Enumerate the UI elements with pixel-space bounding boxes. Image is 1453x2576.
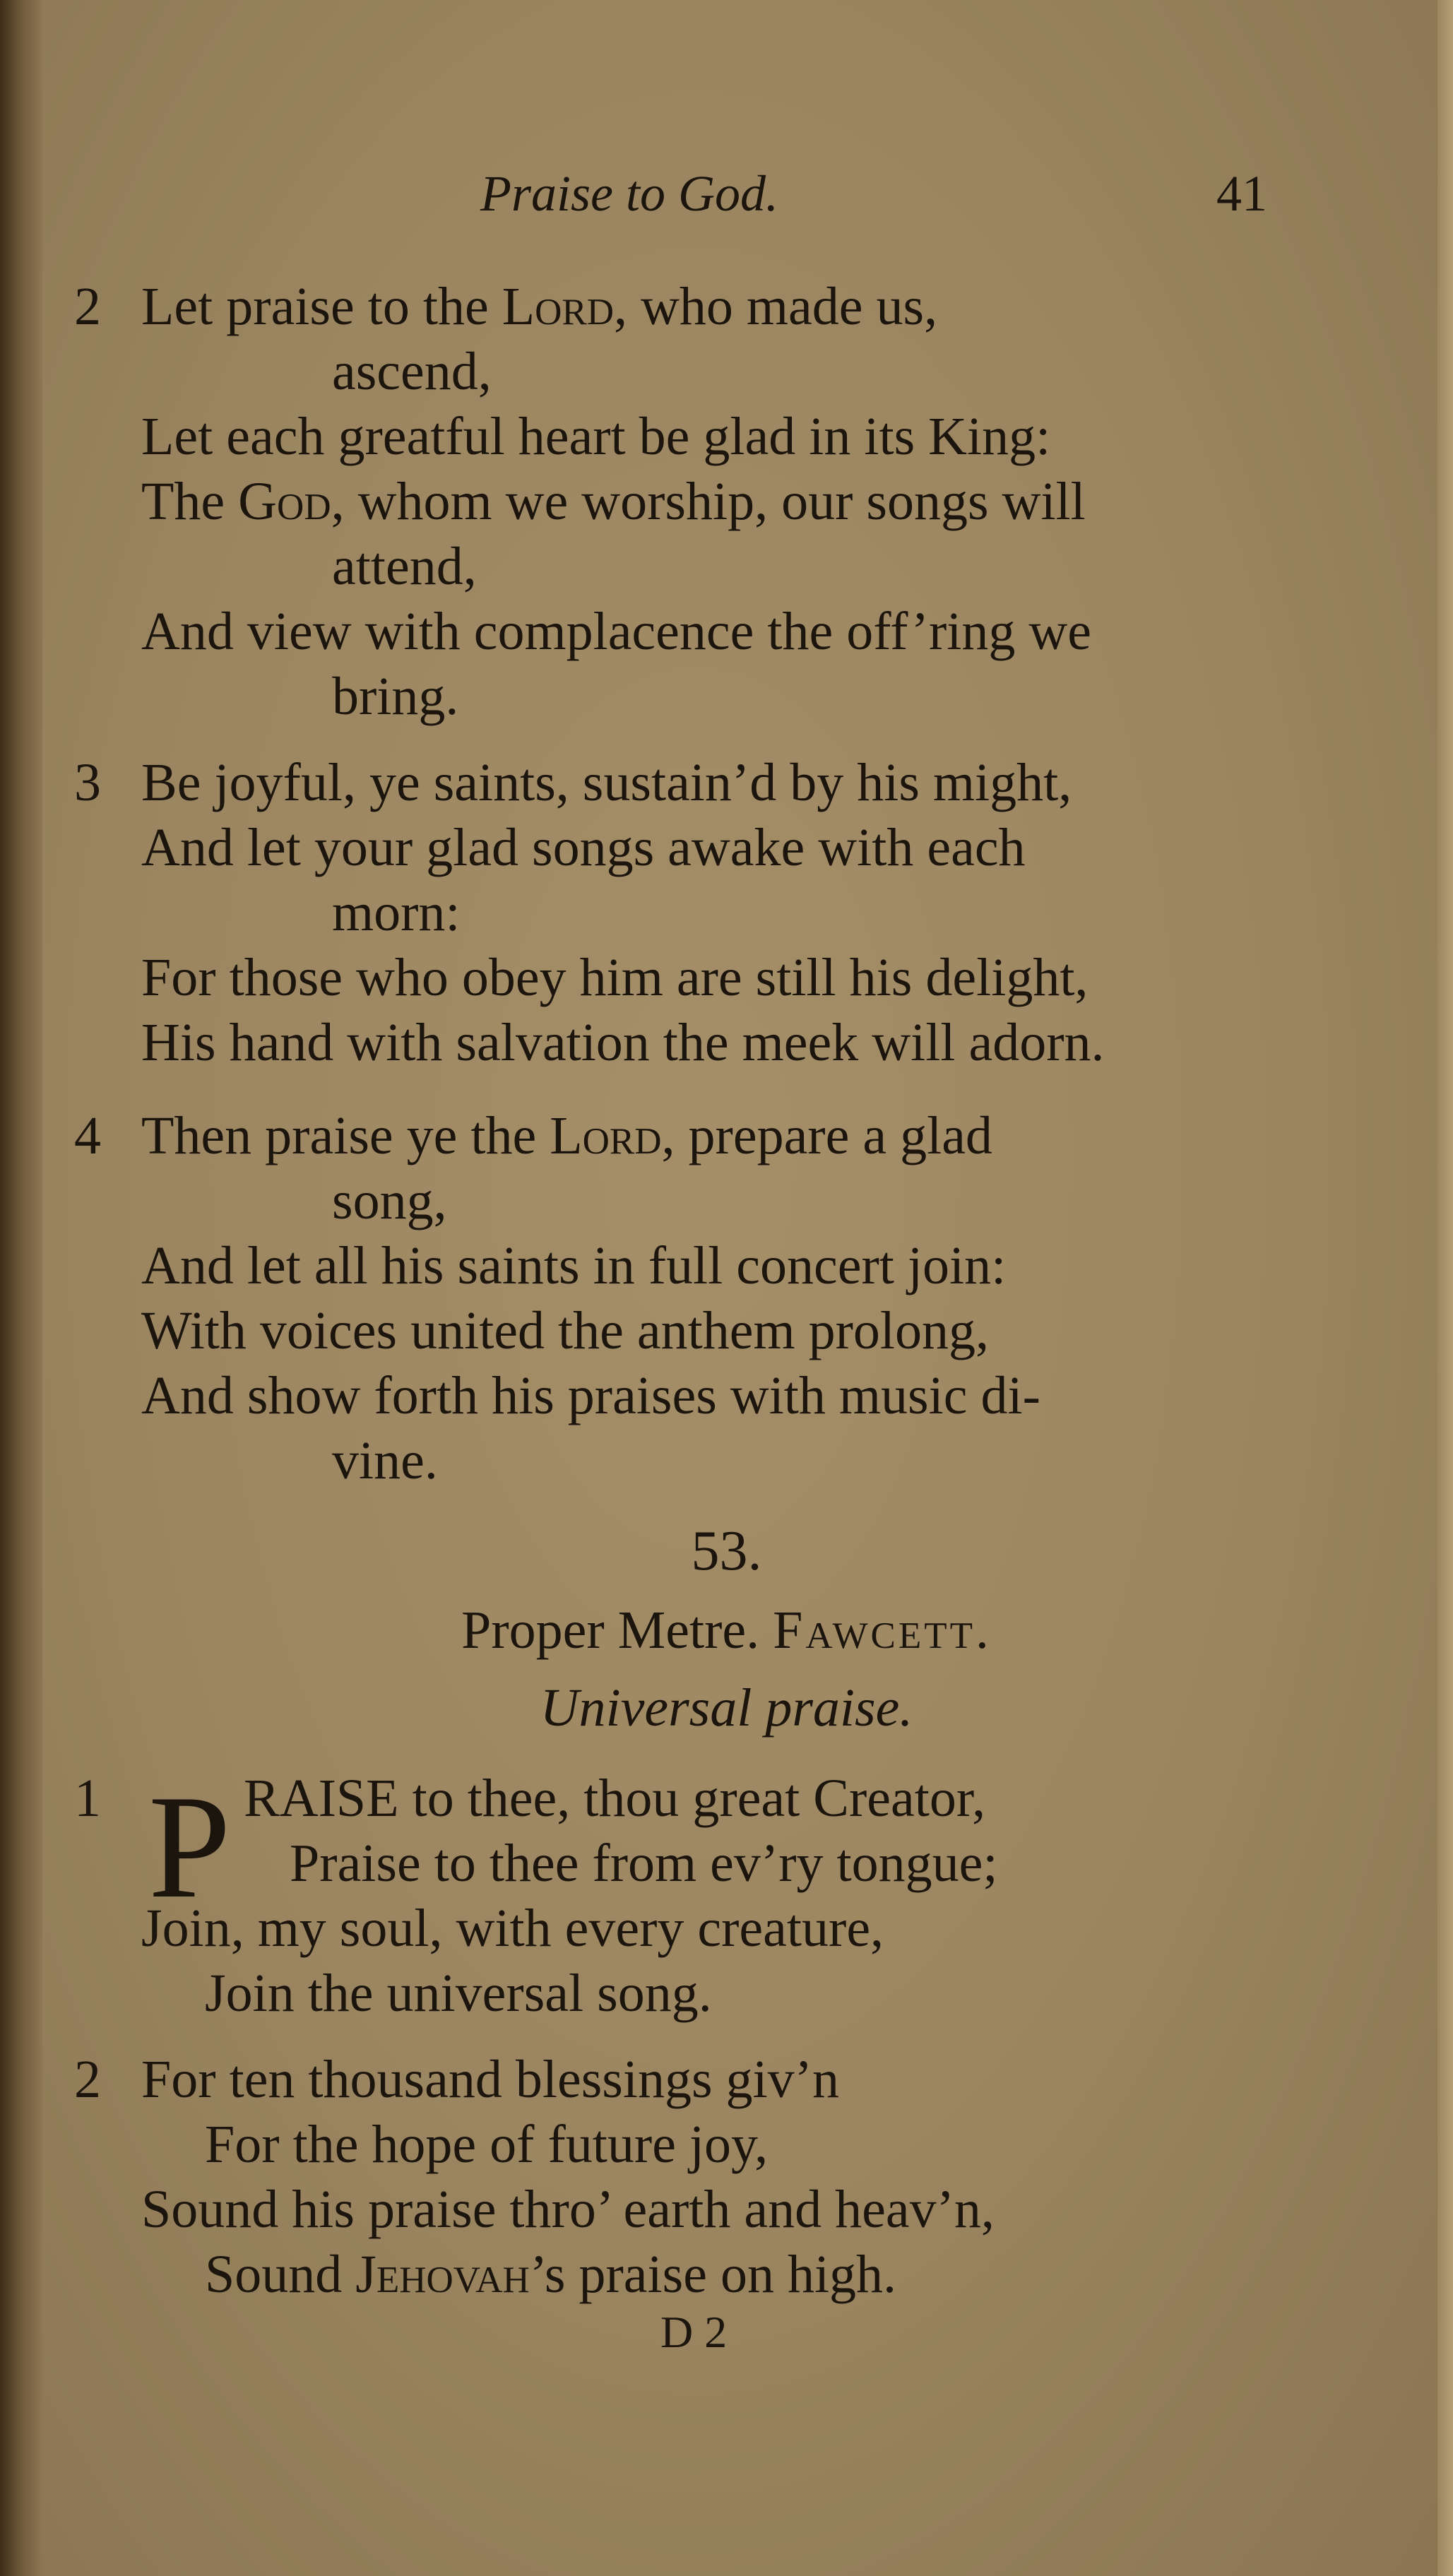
- hymn-subtitle: Universal praise.: [540, 1678, 913, 1738]
- verse-line: bring.: [332, 667, 459, 726]
- page-binding: [0, 0, 42, 2576]
- verse-line: And view with complacence the off’ring we: [141, 602, 1091, 661]
- drop-cap: P: [148, 1765, 231, 1929]
- verse-line: morn:: [332, 883, 461, 942]
- verse-line: Let each greatful heart be glad in its King:: [141, 407, 1051, 466]
- verse-number: 1: [74, 1769, 101, 1828]
- verse-line: Sound his praise thro’ earth and heav’n,: [141, 2180, 995, 2239]
- verse-line: ascend,: [332, 342, 492, 401]
- page-number: 41: [1216, 165, 1267, 222]
- verse-line: And show forth his praises with music di-: [141, 1366, 1040, 1425]
- verse-number: 2: [74, 2050, 101, 2109]
- verse-line: For the hope of future joy,: [205, 2115, 769, 2174]
- verse-line: Be joyful, ye saints, sustain’d by his might,: [141, 753, 1072, 812]
- verse-line: And let your glad songs awake with each: [141, 818, 1026, 877]
- verse-line: For ten thousand blessings giv’n: [141, 2050, 839, 2109]
- verse-number: 3: [74, 753, 101, 812]
- verse-line: Then praise ye the Lord, prepare a glad: [141, 1106, 992, 1165]
- page-edge: [1437, 0, 1453, 2576]
- hymn-number: 53.: [691, 1520, 762, 1582]
- verse-line: attend,: [332, 537, 477, 596]
- verse-line: For those who obey him are still his delight,: [141, 948, 1089, 1007]
- verse-line: His hand with salvation the meek will adorn.: [141, 1013, 1105, 1072]
- running-header-title: Praise to God.: [480, 165, 778, 222]
- verse-line: And let all his saints in full concert join:: [141, 1236, 1007, 1295]
- hymn-metre: Proper Metre.: [461, 1601, 760, 1660]
- verse-number: 4: [74, 1106, 101, 1165]
- verse-line: With voices united the anthem prolong,: [141, 1301, 990, 1360]
- hymn-metre-author: [0, 1598, 1453, 1663]
- verse-number: 2: [74, 277, 101, 336]
- hymn-author: Fawcett.: [773, 1601, 992, 1660]
- signature-mark: D 2: [660, 2307, 728, 2357]
- verse-line: Praise to thee from ev’ry tongue;: [290, 1834, 998, 1893]
- verse-line: The God, whom we worship, our songs will: [141, 472, 1086, 531]
- verse-line: RAISE to thee, thou great Creator,: [244, 1769, 986, 1828]
- verse-line: song,: [332, 1171, 447, 1230]
- verse-line: vine.: [332, 1431, 438, 1490]
- verse-line: Join, my soul, with every creature,: [141, 1899, 884, 1958]
- verse-line: Join the universal song.: [205, 1964, 712, 2023]
- verse-line: Sound Jehovah’s praise on high.: [205, 2245, 897, 2304]
- verse-line: Let praise to the Lord, who made us,: [141, 277, 938, 336]
